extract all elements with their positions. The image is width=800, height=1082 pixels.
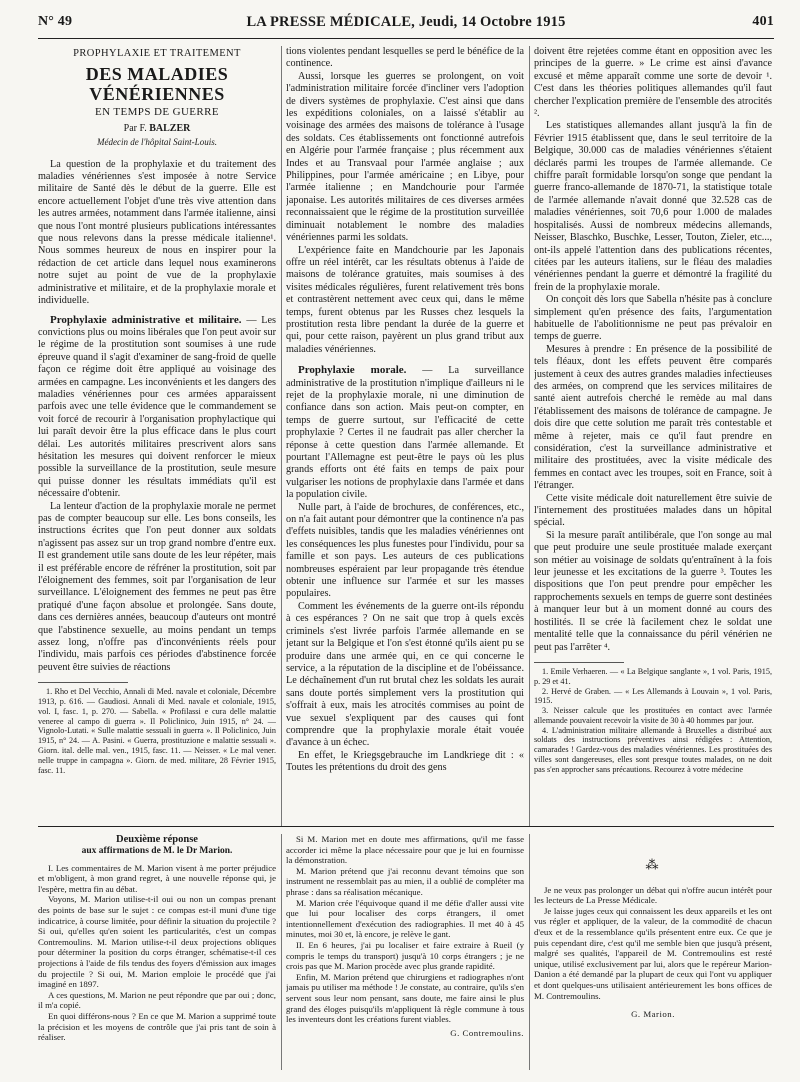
page-number: 401 xyxy=(752,14,774,29)
footnote: 1. Emile Verhaeren. — « La Belgique sanglante », 1 vol. Paris, 1915, p. 29 et 41. xyxy=(534,666,772,686)
paragraph-text: — Les convictions plus ou moins libérales que l'on peut avoir sur le régime de la prostitution sont soumises à une rude épreuve quand il s'agit d'examiner de sang-froid de quelle façon ce régime doit être appliqué au voisinage des armées en campagne. Les inconvénients et les dangers des maladies vénériennes pour ces armées apparaissent parfois avec une telle évidence que le commandement se voit forcé de recourir à l'organisation prophylactique qui lui paraît devoir être la plus efficace dans le plus court délai. Les autorités militaires prescrivent alors sans hésitation les mesures qui doivent renforcer le mieux possible la surveillance de la prostitution, seule mesure qui puisse donner les résultats immédiats qu'il est nécessaire d'obtenir. xyxy=(38,314,276,500)
footnote-separator xyxy=(38,682,128,683)
paragraph: Cette visite médicale doit naturellement être suivie de l'internement des prostituées malades dans un hôpital spécial. xyxy=(534,492,772,529)
paragraph: Les statistiques allemandes allant jusqu'à la fin de Février 1915 établissent que, dans le seul territoire de la Belgique, 30.000 cas de maladies vénériennes s'étaient déclarés parmi les troupes de l'armée allemande. Ce chiffre paraît formidable lorsqu'on songe que pendant la guerre franco-allemande de 1870-71, la statistique totale de l'armée allemande n'avait donné que 32.528 cas de maladies vénériennes, soit 70,6 pour 1.000 de malades hospitalisés. Aussi de nombreux médecins allemands, Neisser, Blaschko, Buschke, Lesser, Touton, Zieler, etc..., ont-ils appelé l'attention dans des publications récentes, citées par les auteurs italiens, sur le fléau des maladies vénériennes pendant la guerre et démontré la fragilité du frein de la prophylaxie morale. xyxy=(534,120,772,293)
paragraph: M. Marion crée l'équivoque quand il me défie d'aller aussi vite que lui pour localiser des corps étrangers, il omet intentionnellement d'exécution des radiographies. Il met 40 à 45 minutes, moi 30 et, là encore, je relève le gant. xyxy=(286,897,524,940)
paragraph: I. Les commentaires de M. Marion visent à me porter préjudice et m'obligent, à mon grand regret, à une nouvelle réponse qui, je l'espère, mettra fin au débat. xyxy=(38,862,276,894)
paragraph: doivent être rejetées comme étant en opposition avec les principes de la guerre. » Le crime est ainsi d'avance excusé et même apparaît comme une sorte de devoir ¹. C'est dans les théories politiques allemandes qu'il faut chercher l'explication première de l'ensemble des atrocités ². xyxy=(534,46,772,120)
footnotes xyxy=(534,667,772,775)
article-column-3 xyxy=(534,46,772,775)
page-header xyxy=(38,14,774,36)
footnotes xyxy=(38,687,276,775)
paragraph: En quoi différons-nous ? En ce que M. Marion a supprimé toute la précision et les moyens de contrôle que j'ai pris tant de soin à réaliser. xyxy=(38,1010,276,1043)
paragraph: En effet, le Kriegsgebrauche im Landkriege dit : « Toutes les prétentions du droit des gens xyxy=(286,749,524,774)
footnote: 3. Neisser calcule que les prostituées en contact avec l'armée allemande pouvaient recevoir la visite de 30 à 40 hommes par jour. xyxy=(534,706,772,725)
paragraph: Enfin, M. Marion prétend que chirurgiens et radiographes n'ont jamais pu utiliser ma méthode ! Je constate, au contraire, qu'ils s'en servent sous leur nom pensant, sans doute, me faire ainsi le plus grand des éloges puisqu'ils m'appliquent là règle commune à tous les inventeurs dont les créations furent viables. xyxy=(286,971,524,1025)
paragraph: La lenteur d'action de la prophylaxie morale ne permet pas de compter beaucoup sur elle. Les bons conseils, les instructions écrites que l'on peut donner aux soldats n'agissent pas assez sur un trop grand nombre d'entre eux. Il est grandement utile sans doute de les leur répéter, mais il est préférable encore de réfréner la prostitution, soit par l'éloignement des femmes, soit par l'organisation de leur surveillance. L'éloignement des femmes ne peut pas être pratiqué d'une façon absolue et prolongée. Sans doute, dans ces dernières années, beaucoup d'auteurs ont montré que l'abstinence sexuelle, au moins pendant un temps assez long, n'offre pas d'inconvénients réels pour l'individu, mais parfois ces périodes d'abstinence forcée peuvent être suivies de réactions xyxy=(38,500,276,673)
signature: G. Marion. xyxy=(631,1009,675,1020)
paragraph: M. Marion prétend que j'ai reconnu devant témoins que son instrument ne ressemblait pas au mien, il a oublié de compléter ma phrase : dans sa réalisation mécanique. xyxy=(286,865,524,897)
section-rule xyxy=(38,826,774,827)
journal-title: LA PRESSE MÉDICALE, Jeudi, 14 Octobre 1915 xyxy=(246,14,566,30)
footnote-separator xyxy=(534,662,624,663)
section-title: Prophylaxie morale. xyxy=(298,364,407,377)
article-title: DES MALADIES VÉNÉRIENNES xyxy=(85,64,229,105)
newspaper-page xyxy=(38,0,774,1082)
reply-title: Deuxième réponse xyxy=(116,834,198,845)
author-prefix: Par F. xyxy=(123,122,147,134)
section-title: Prophylaxie administrative et militaire. xyxy=(50,313,242,326)
reply-column-1 xyxy=(38,834,276,1043)
author-role: Médecin de l'hôpital Saint-Louis. xyxy=(97,137,217,148)
paragraph: tions violentes pendant lesquelles se perd le bénéfice de la continence. xyxy=(286,46,524,70)
paragraph: II. En 6 heures, j'ai pu localiser et faire extraire à Rueil (y compris le temps du transport) jusqu'à 10 corps étrangers ; je ne crois pas que M. Marion procède avec plus grande rapidité. xyxy=(286,939,524,972)
paragraph: Je ne veux pas prolonger un débat qui n'offre aucun intérêt pour les lecteurs de La Presse Médicale. xyxy=(534,884,772,906)
article-column-2 xyxy=(286,46,524,775)
paragraph: La question de la prophylaxie et du traitement des maladies vénériennes s'est imposée à notre Service militaire de Santé dès le début de la guerre. Elle est encore actuellement l'objet d'une très vive attention dans les autres armées, notamment dans l'armée italienne, ainsi que nous l'ont montré plusieurs publications intéressantes que nous relevons dans la presse médicale italienne¹. Nous sommes heureux de nous en inspirer pour la rédaction de cet article dans lequel nous examinerons notre sujet au point de vue de la prophylaxie administrative et militaire, et de la prophylaxie morale et individuelle. xyxy=(38,158,276,307)
footnote: 4. L'administration militaire allemande à Bruxelles a distribué aux soldats des instructions préventives ainsi rédigées : Attention, camarades ! Gardez-vous des maladies vénériennes. Les prostituées des villes sont dangereuses, elles sont presque toutes malades, on ne doit pas s'en approcher sans précautions. Recourez à votre médecine xyxy=(534,725,772,774)
paragraph: Comment les événements de la guerre ont-ils répondu à ces espérances ? On ne sait que trop à quels excès criminels s'est livrée parfois l'armée allemande en se jetant sur la Belgique et l'on s'est étonné qu'ils aient pu se produire dans une armée qui, en ce qui concerne le service, a la réputation de la discipline et de l'obéissance. Le déchaînement d'un rut brutal chez les soldats les aurait sans doute portés simplement vers la prostitution qui s'offrait à eux, mais les atrocités commises au point de vue sexuel s'expliquent par des causes qui font comprendre que la prophylaxie morale était vouée d'avance à un échec. xyxy=(286,600,524,749)
asterism-ornament: ⁂ xyxy=(645,857,661,872)
column-divider xyxy=(529,834,530,1070)
paragraph: A ces questions, M. Marion ne peut répondre que par oui ; donc, il m'a copié. xyxy=(38,989,276,1011)
paragraph: L'expérience faite en Mandchourie par les Japonais offre un réel intérêt, car les résultats obtenus à l'aide de maisons de tolérance gratuites, mais soumises à des visites médicales régulières, furent relativement très bons et contrastèrent nettement avec ceux qui, dans le même temps, furent obtenus par les Russes chez lesquels la prostitution resta libre pendant la durée de la guerre et qui, pour cette raison, payèrent un plus grand tribut aux maladies vénériennes. xyxy=(286,244,524,355)
reply-column-2 xyxy=(286,834,524,1038)
paragraph: Je laisse juges ceux qui connaissent les deux appareils et les ont vus régler et appliquer, de la valeur, de la commodité de chacun d'eux et de la ressemblance qu'ils présentent entre eux. Ce que je puis cependant dire, c'est qu'il me semble bien que jusqu'à présent, malgré ses qualités, l'appareil de M. Contremoulins est resté unique, utilisé exclusivement par lui, alors que le repéreur Marion-Danion a été demandé par la plupart de ceux qui l'ont vu appliquer et dont quelques-uns utilisaient antérieurement les bons offices de M. Contremoulins. xyxy=(534,905,772,1001)
header-rule xyxy=(38,38,774,39)
signature: G. Contremoulins. xyxy=(450,1027,524,1038)
issue-number: N° 49 xyxy=(38,14,73,29)
article-column-1 xyxy=(38,46,276,775)
author-name: BALZER xyxy=(149,122,191,134)
paragraph-text: — La surveillance administrative de la prostitution n'implique d'ailleurs ni le rejet de la prophylaxie morale, ni une diminution de confiance dans son action. Mais peut-on compter, en temps de guerre surtout, sur l'efficacité de cette prophylaxie ? Certes il ne faudrait pas aller chercher la réponse à cette question dans l'armée allemande. Et pourtant l'Allemagne est peut-être le pays où les plus grands efforts ont été faits en temps de paix pour vulgariser les notions de prophylaxie dans l'armée et dans la population civile. xyxy=(286,365,524,501)
footnote: 2. Hervé de Graben. — « Les Allemands à Louvain », 1 vol. Paris, 1915. xyxy=(534,686,772,706)
paragraph: Si la mesure paraît antilibérale, que l'on songe au mal que peut produire une seule prostituée malade exerçant son métier au voisinage de soldats qu'entraînent à la fois leur jeunesse et les excitations de la guerre ³. Toutes les dispositions que l'on peut prendre pour empêcher les rapprochements sexuels en temps de guerre sont destinées à manquer leur but à un moment donné au cours des hostilités. Il se crée là facilement chez le soldat une mentalité telle que la connaissance du péril vénérien ne peut pas l'arrêter ⁴. xyxy=(534,529,772,653)
article-subtitle: EN TEMPS DE GUERRE xyxy=(94,106,220,119)
paragraph: Aussi, lorsque les guerres se prolongent, on voit l'administration militaire forcée d'incliner vers l'adoption de divers systèmes de prophylaxie. C'est ainsi que dans les expéditions coloniales, on a laissé s'établir au voisinage des armées des maisons de tolérance à l'usage des soldats. Ces établissements ont fonctionné autrefois en Algérie pour l'armée française ; plus récemment aux Indes et au Transvaal pour l'armée anglaise ; aux Philippines, pour l'armée américaine ; en Libye, pour l'armée italienne ; en Mandchourie pour l'armée japonaise. Les autorités militaires de ces diverses armées reconnaissaient que le régime de la prostitution surveillée diminuait notablement le nombre des maladies vénériennes parmi les soldats. xyxy=(286,70,524,244)
column-divider xyxy=(281,834,282,1070)
article-kicker: PROPHYLAXIE ET TRAITEMENT xyxy=(73,48,241,59)
paragraph: Mesures à prendre : En présence de la possibilité de tels fléaux, dont les effets peuvent être comparés justement à ceux des autres grandes maladies infectieuses des armées, on comprend que les services militaires de santé aient autrefois cherché le remède au mal dans l'établissement des maisons de tolérance de campagne. Je dois dire que cette solution me paraît très contestable et même à rejeter, mais ce qu'il faut prendre en considération, c'est la surveillance administrative et militaire des prostituées, avec la visite médicale des femmes en contact avec les troupes, soit en France, soit à l'étranger. xyxy=(534,343,772,492)
section-paragraph xyxy=(286,364,524,501)
article-author xyxy=(38,123,276,135)
section-paragraph xyxy=(38,314,276,501)
reply-column-3 xyxy=(534,834,772,1020)
column-divider xyxy=(281,46,282,826)
paragraph: On conçoit dès lors que Sabella n'hésite pas à conclure simplement qu'en présence des faits, l'argumentation habituelle de l'abolitionnisme ne peut pas prévaloir en temps de guerre. xyxy=(534,294,772,343)
reply-subtitle: aux affirmations de M. le Dr Marion. xyxy=(81,846,233,856)
paragraph: Si M. Marion met en doute mes affirmations, qu'il me fasse accorder ici même la place nécessaire pour que je lui en fournisse la démonstration. xyxy=(286,834,524,866)
footnote: 1. Rho et Del Vecchio, Annali di Med. navale et coloniale, Décembre 1913, p. 616. — Gaudiosi. Annali di Med. navale et coloniale, 1915, vol. I, fasc. 1, p. 270. — Sabella. « Profilassi e cura delle malattie veneree al campo di guerra ». Il Policlinico, Juin 1915, n° 24. — Vignolo-Lutati. « Sulle malattie sessuali in guerra ». Il Policlinico, Juin 1915, n° 24. — A. Pasini. « Guerra, prostituzione e malattie sessuali ». Giorn. ital. delle mal. ven., 1915, fasc. 11. — Neisser. « Le mal vener. nelle truppe in campagna ». Giorn. de med. militare, 28 Février 1915, fasc. 11. xyxy=(38,687,276,775)
paragraph: Voyons, M. Marion utilise-t-il oui ou non un compas prenant des points de base sur le sujet : ce compas est-il muni d'une tige indicatrice, à course limitée, pour définir la situation du projectile ? Si oui, qu'elles qu'en soient les particularités, c'est un compas Contremoulins. M. Marion utilise-t-il deux projections obliques pour déterminer la position du corps étranger, schématise-t-il ces projections à l'aide de fils tendus des foyers d'émission aux images du projectile ? Si oui, M. Marion emploie le procédé que j'ai imaginé en 1897. xyxy=(38,894,276,990)
paragraph: Nulle part, à l'aide de brochures, de conférences, etc., on n'a fait autant pour démontrer que la continence n'a pas d'effets nuisibles, tandis que les maladies vénériennes ont les conséquences les plus funestes pour l'individu, pour sa famille et son pays. Les auteurs de ces publications nombreuses espéraient par leur propagande très étendue obtenir une influence sur l'armée et sur les masses populaires. xyxy=(286,501,524,600)
column-divider xyxy=(529,46,530,826)
